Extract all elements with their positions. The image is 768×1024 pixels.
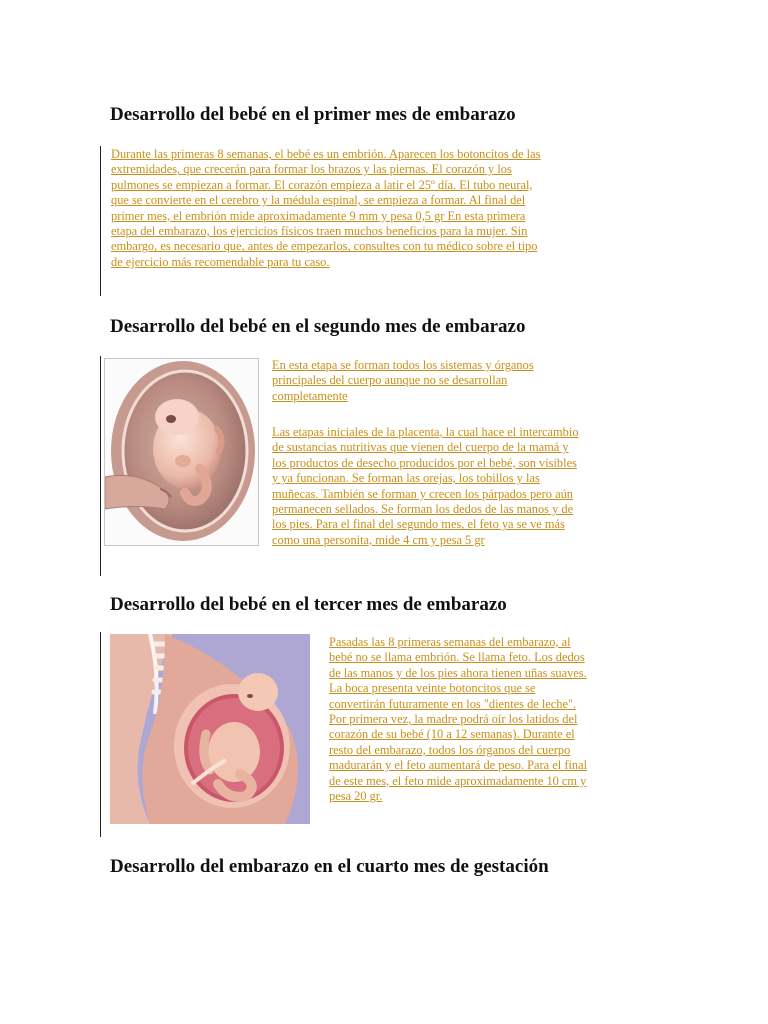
text-line: Por primera vez, la madre podrá oír los latidos del bbox=[329, 712, 578, 727]
text-line: como una personita, mide 4 cm y pesa 5 gr bbox=[272, 532, 485, 547]
text-line: La boca presenta veinte botoncitos que se bbox=[329, 681, 536, 696]
text-line: extremidades, que crecerán para formar los brazos y las piernas. El corazón y los bbox=[111, 162, 512, 177]
text-line: de sustancias nutritivas que vienen del cuerpo de la mamá y bbox=[272, 440, 569, 455]
third-month-paragraph[interactable] bbox=[329, 635, 587, 804]
text-line: bebé no se llama embrión. Se llama feto. Los dedos bbox=[329, 650, 585, 665]
heading-third-month: Desarrollo del bebé en el tercer mes de embarazo bbox=[110, 594, 507, 615]
text-line: pesa 20 gr. bbox=[329, 789, 383, 804]
text-line: madurarán y el feto aumentará de peso. Para el final bbox=[329, 758, 588, 773]
text-line: los pies. Para el final del segundo mes, el feto ya se ve más bbox=[272, 517, 565, 532]
text-line: primer mes, el embrión mide aproximadamente 9 mm y pesa 0,5 gr En esta primera bbox=[111, 208, 526, 223]
text-line: En esta etapa se forman todos los sistemas y órganos bbox=[272, 358, 534, 372]
text-line: embargo, es necesario que, antes de empezarlos, consultes con tu médico sobre el tipo bbox=[111, 239, 538, 254]
text-line: permanecen sellados. Se forman los dedos de las manos y de bbox=[272, 502, 574, 517]
margin-rule bbox=[100, 356, 101, 576]
first-month-paragraph[interactable] bbox=[111, 147, 540, 270]
heading-first-month: Desarrollo del bebé en el primer mes de embarazo bbox=[110, 104, 516, 125]
text-line: pulmones se empiezan a formar. El corazón empieza a latir el 25º día. El tubo neural, bbox=[111, 177, 533, 192]
margin-rule bbox=[100, 632, 101, 837]
text-line: Las etapas iniciales de la placenta, la cual hace el intercambio bbox=[272, 425, 579, 439]
text-line: Durante las primeras 8 semanas, el bebé es un embrión. Aparecen los botoncitos de las bbox=[111, 147, 541, 161]
heading-fourth-month: Desarrollo del embarazo en el cuarto mes de gestación bbox=[110, 856, 549, 877]
text-line: los productos de desecho producidos por el bebé, son visibles bbox=[272, 455, 577, 470]
text-line: y ya funcionan. Se forman las orejas, los tobillos y las bbox=[272, 471, 540, 486]
text-line: de ejercicio más recomendable para tu caso. bbox=[111, 254, 330, 269]
text-line: convertirán futuramente en los "dientes de leche". bbox=[329, 696, 577, 711]
heading-second-month: Desarrollo del bebé en el segundo mes de embarazo bbox=[110, 316, 526, 337]
fetus-image bbox=[110, 634, 310, 824]
text-line: de este mes, el feto mide aproximadamente 10 cm y bbox=[329, 773, 587, 788]
text-line: Pasadas las 8 primeras semanas del embarazo, al bbox=[329, 635, 571, 649]
text-line: etapa del embarazo, los ejercicios físicos traen muchos beneficios para la mujer. Sin bbox=[111, 224, 528, 239]
text-line: de las manos y de los pies ahora tienen uñas suaves. bbox=[329, 665, 587, 680]
text-line: que se convierte en el cerebro y la médula espinal, se empieza a formar. Al final del bbox=[111, 193, 526, 208]
second-month-paragraph[interactable] bbox=[272, 425, 579, 548]
margin-rule bbox=[100, 146, 101, 296]
text-line: resto del embarazo, todos los órganos del cuerpo bbox=[329, 742, 571, 757]
text-line: principales del cuerpo aunque no se desarrollan bbox=[272, 373, 508, 388]
text-line: corazón de su bebé (10 a 12 semanas). Durante el bbox=[329, 727, 575, 742]
embryo-image bbox=[104, 358, 259, 546]
second-month-paragraph-intro[interactable] bbox=[272, 358, 534, 404]
text-line: muñecas. También se forman y crecen los párpados pero aún bbox=[272, 486, 573, 501]
text-line: completamente bbox=[272, 388, 348, 403]
